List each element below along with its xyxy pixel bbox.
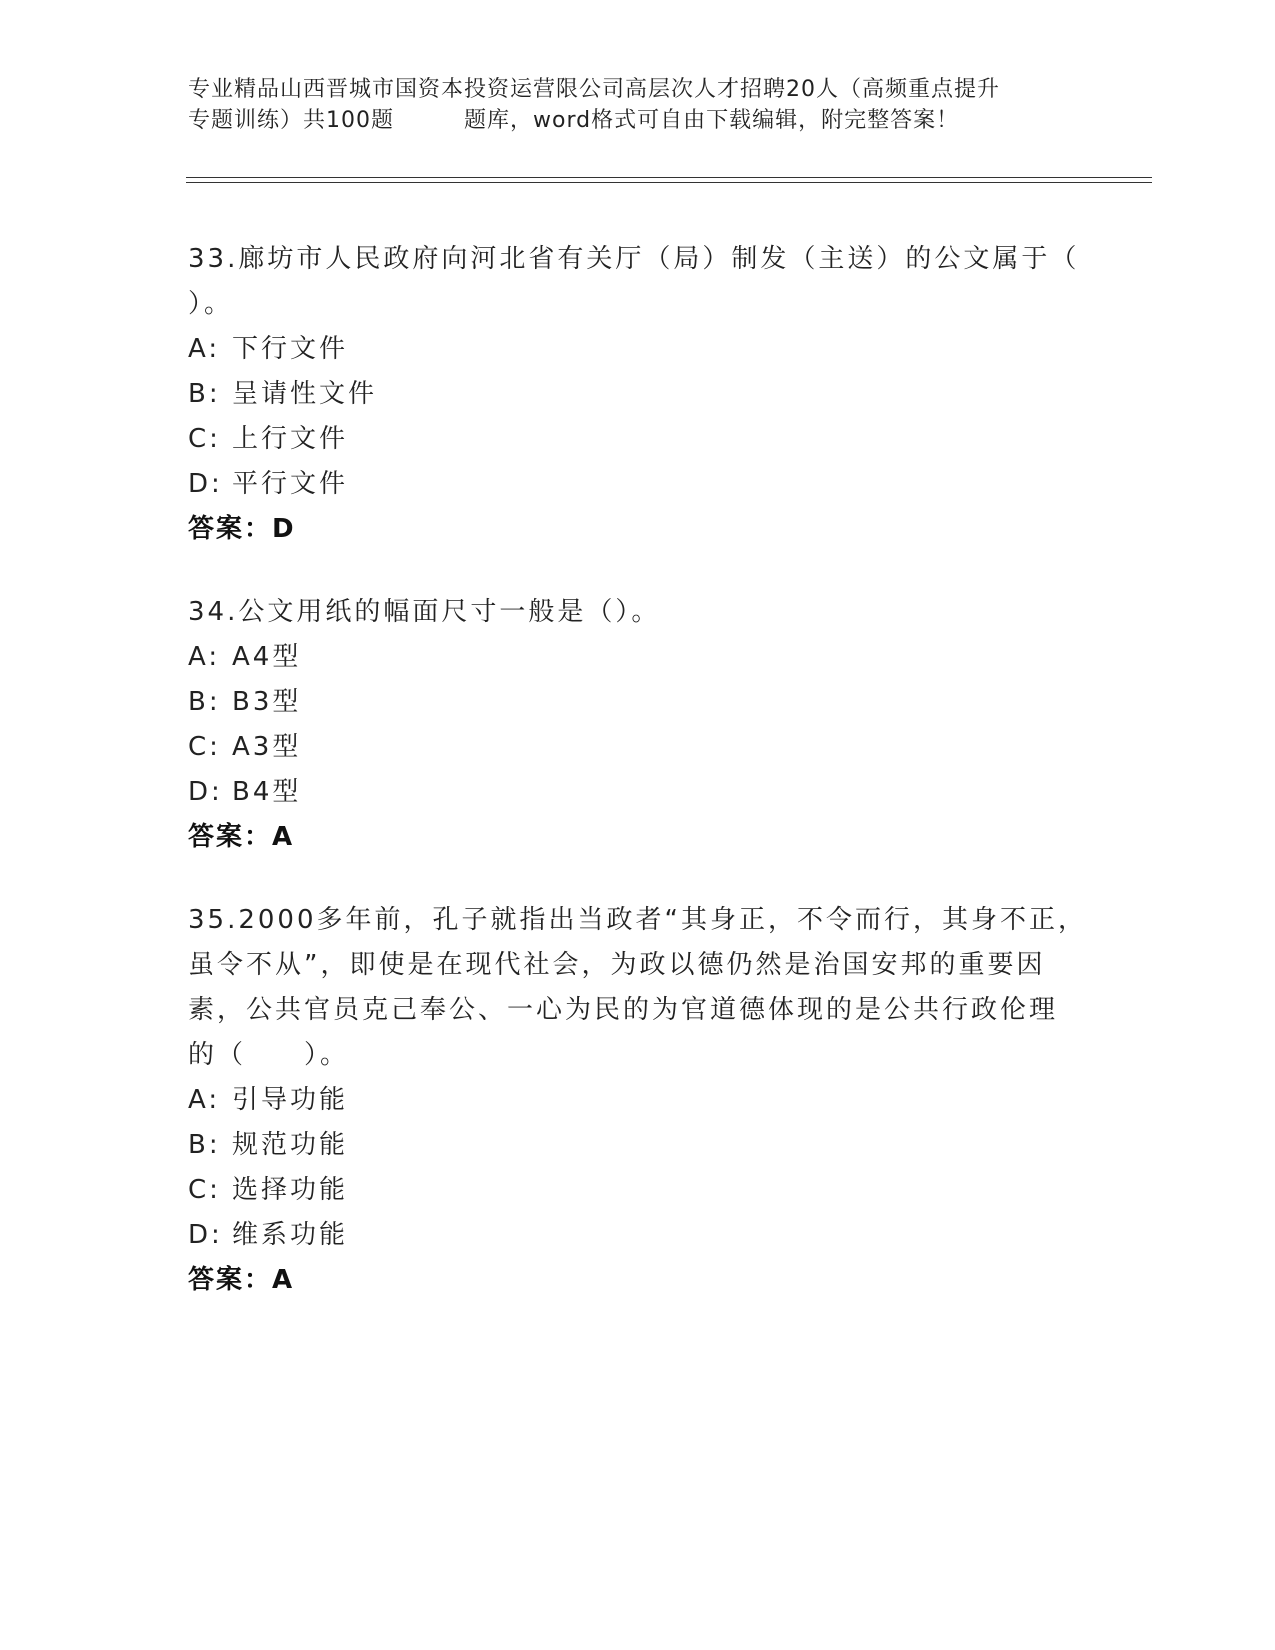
option-text: A4型 [232,642,302,672]
option-letter: B: [188,687,221,717]
option-b [188,1123,1088,1168]
question-stem [188,237,1088,327]
stem-line: 素，公共官员克己奉公、一心为民的为官道德体现的是公共行政伦理 [188,995,1059,1025]
option-letter: D: [188,1220,223,1250]
option-letter: C: [188,732,221,762]
option-text: B4型 [232,777,302,807]
option-text: 呈请性文件 [232,379,378,409]
stem-line: 34.公文用纸的幅面尺寸一般是（）。 [188,597,661,627]
option-d [188,770,1088,815]
option-text: 引导功能 [232,1085,349,1115]
option-letter: D: [188,469,223,499]
option-a [188,327,1088,372]
option-letter: B: [188,379,221,409]
option-text: 选择功能 [232,1175,349,1205]
stem-line: ）。 [188,289,234,319]
option-b [188,372,1088,417]
question-stem [188,590,1088,635]
stem-line: 虽令不从”，即使是在现代社会，为政以德仍然是治国安邦的重要因 [188,950,1046,980]
answer-label: 答案：A [188,822,295,852]
option-letter: A: [188,334,221,364]
header-divider-bottom [186,182,1152,183]
option-text: 维系功能 [232,1220,349,1250]
stem-line: 的（ ）。 [188,1040,350,1070]
option-letter: A: [188,642,221,672]
question-stem [188,898,1088,1078]
header-line-1: 专业精品山西晋城市国资本投资运营限公司高层次人才招聘20人（高频重点提升 [188,77,1000,102]
question-33 [188,237,1088,552]
option-c [188,417,1088,462]
option-letter: C: [188,1175,221,1205]
option-letter: D: [188,777,223,807]
header-line-2-part-b: 题库，word格式可自由下载编辑，附完整答案！ [464,108,960,133]
option-letter: A: [188,1085,221,1115]
stem-line: 35.2000多年前，孔子就指出当政者“其身正，不令而行，其身不正， [188,905,1087,935]
document-header [188,74,1088,136]
option-a [188,635,1088,680]
option-d [188,1213,1088,1258]
option-text: B3型 [232,687,302,717]
option-c [188,1168,1088,1213]
question-34 [188,590,1088,860]
header-divider-top [186,177,1152,178]
question-35 [188,898,1088,1303]
option-text: A3型 [232,732,302,762]
option-text: 上行文件 [232,424,349,454]
stem-line: 33.廊坊市人民政府向河北省有关厅（局）制发（主送）的公文属于（ [188,244,1080,274]
option-b [188,680,1088,725]
answer-label: 答案：A [188,1265,295,1295]
option-letter: B: [188,1130,221,1160]
answer-label: 答案：D [188,514,296,544]
option-text: 下行文件 [232,334,349,364]
option-text: 平行文件 [232,469,349,499]
header-line-2 [188,105,1088,136]
option-a [188,1078,1088,1123]
question-list [188,237,1088,1341]
option-c [188,725,1088,770]
header-line-2-part-a: 专题训练）共100题 [188,108,394,133]
option-letter: C: [188,424,221,454]
option-text: 规范功能 [232,1130,349,1160]
option-d [188,462,1088,507]
